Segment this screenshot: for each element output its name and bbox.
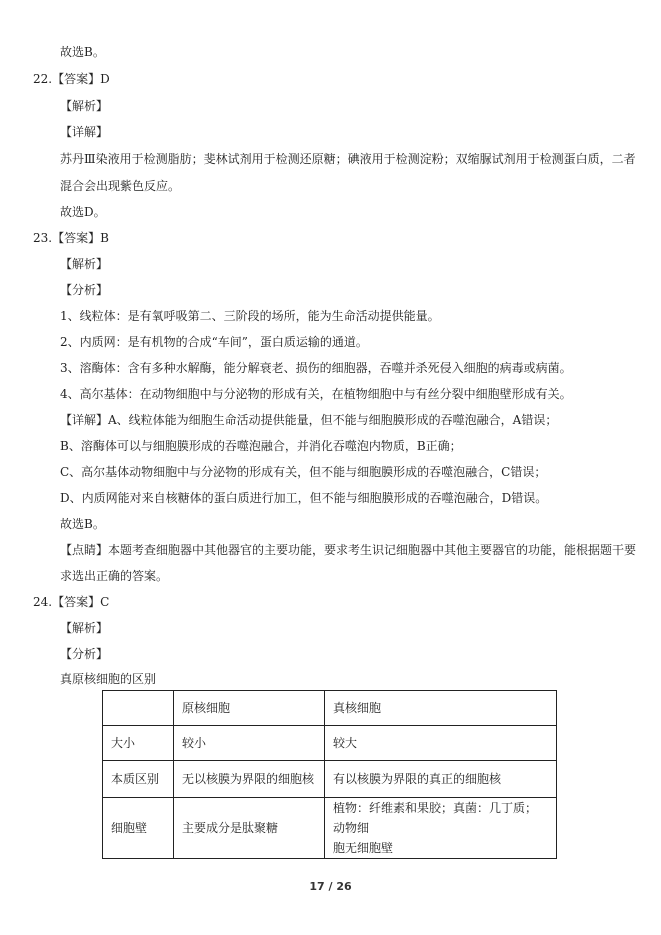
table-header-cell: 原核细胞 xyxy=(174,691,325,726)
text-line: 3、溶酶体：含有多种水解酶，能分解衰老、损伤的细胞器，吞噬并杀死侵入细胞的病毒或病菌。 xyxy=(60,361,572,375)
text-line: 故选B。 xyxy=(60,45,105,59)
table-row xyxy=(103,798,557,859)
table-cell-line: 胞无细胞壁 xyxy=(333,841,394,855)
text-line: 求选出正确的答案。 xyxy=(60,569,169,583)
table-cell: 较大 xyxy=(325,726,557,761)
table-header-cell xyxy=(103,691,174,726)
text-line: 【分析】 xyxy=(60,647,109,661)
text-line: D、内质网能对来自核糖体的蛋白质进行加工，但不能与细胞膜形成的吞噬泡融合，D错误。 xyxy=(60,491,548,505)
table-cell: 细胞壁 xyxy=(103,798,174,859)
text-line: 【详解】A、线粒体能为细胞生命活动提供能量，但不能与细胞膜形成的吞噬泡融合，A错误； xyxy=(60,413,558,427)
table-cell: 无以核膜为界限的细胞核 xyxy=(174,761,325,798)
table-cell: 本质区别 xyxy=(103,761,174,798)
answer-heading-24: 24.【答案】C xyxy=(33,595,110,609)
answer-heading-22: 22.【答案】D xyxy=(33,72,110,86)
answer-heading-23: 23.【答案】B xyxy=(33,231,109,245)
text-line: 故选B。 xyxy=(60,517,105,531)
table-cell: 较小 xyxy=(174,726,325,761)
table-cell xyxy=(325,798,557,859)
table-cell: 大小 xyxy=(103,726,174,761)
text-line: B、溶酶体可以与细胞膜形成的吞噬泡融合，并消化吞噬泡内物质，B正确； xyxy=(60,439,462,453)
text-line: 1、线粒体：是有氧呼吸第二、三阶段的场所，能为生命活动提供能量。 xyxy=(60,309,440,323)
text-line: 【解析】 xyxy=(60,621,109,635)
text-line: 混合会出现紫色反应。 xyxy=(60,179,181,193)
text-line: C、高尔基体动物细胞中与分泌物的形成有关，但不能与细胞膜形成的吞噬泡融合，C错误； xyxy=(60,465,547,479)
text-line: 【解析】 xyxy=(60,257,109,271)
page-number: 17 / 26 xyxy=(309,880,352,893)
text-line: 【解析】 xyxy=(60,99,109,113)
table-cell: 主要成分是肽聚糖 xyxy=(174,798,325,859)
table-cell: 有以核膜为界限的真正的细胞核 xyxy=(325,761,557,798)
text-line: 4、高尔基体：在动物细胞中与分泌物的形成有关，在植物细胞中与有丝分裂中细胞壁形成有关。 xyxy=(60,387,572,401)
table-row xyxy=(103,726,557,761)
text-line: 2、内质网：是有机物的合成“车间”，蛋白质运输的通道。 xyxy=(60,335,368,349)
table-row xyxy=(103,761,557,798)
comparison-table xyxy=(102,690,557,859)
text-line: 苏丹Ⅲ染液用于检测脂肪；斐林试剂用于检测还原糖；碘液用于检测淀粉；双缩脲试剂用于检测蛋白质，二者 xyxy=(60,152,636,166)
table-cell-line: 植物：纤维素和果胶；真菌：几丁质；动物细 xyxy=(333,801,538,835)
table-caption: 真原核细胞的区别 xyxy=(60,672,157,686)
text-line: 【分析】 xyxy=(60,283,109,297)
table-header-row xyxy=(103,691,557,726)
text-line: 【点睛】本题考查细胞器中其他器官的主要功能，要求考生识记细胞器中其他主要器官的功能，能根据题干要 xyxy=(60,543,637,557)
text-line: 故选D。 xyxy=(60,205,106,219)
table-header-cell: 真核细胞 xyxy=(325,691,557,726)
text-line: 【详解】 xyxy=(60,125,109,139)
